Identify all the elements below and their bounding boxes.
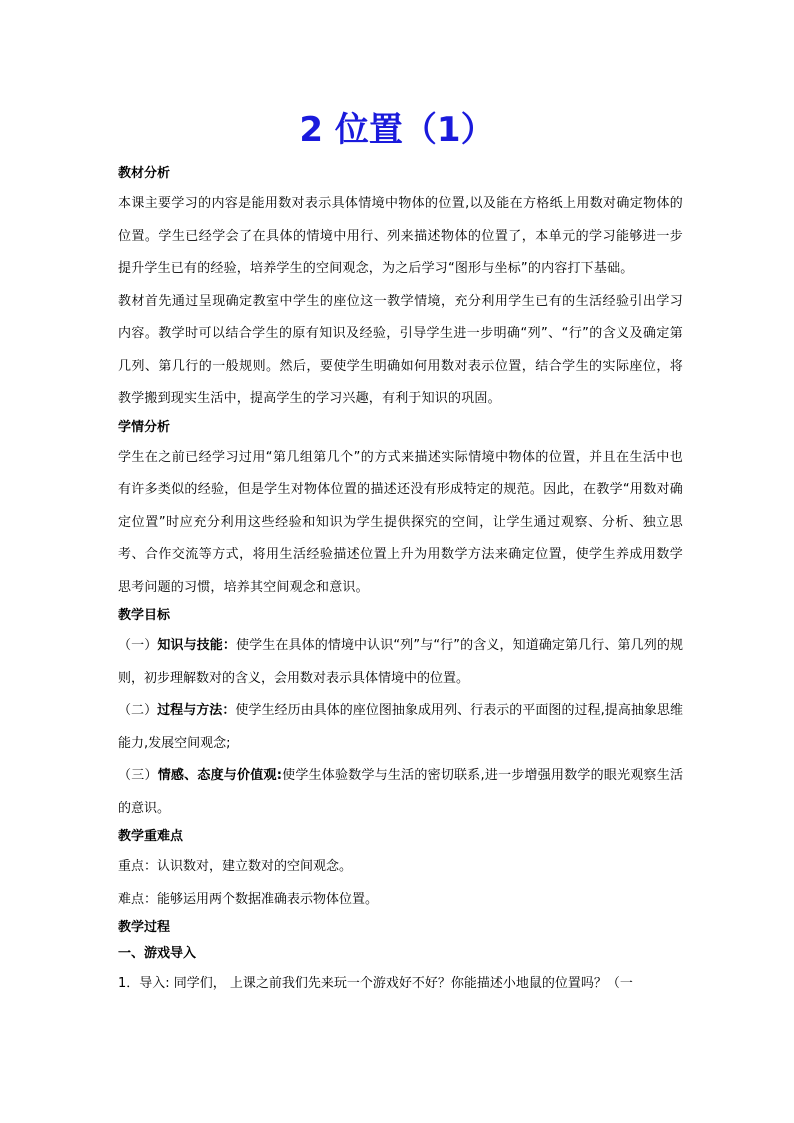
objective-label: 情感、态度与价值观: [157,768,282,783]
objective-prefix: （一） [118,638,158,653]
objective-item [118,760,683,825]
section-key-points [118,825,683,916]
section-heading: 教学重难点 [118,829,184,844]
section-learner-analysis [118,416,683,605]
section-objectives [118,604,683,825]
section-heading: 教材分析 [118,166,171,181]
objective-text: 使学生在具体的情境中认识“列”与“行”的含义，知道确定第几行、第几列的规则，初步理解数对的含义，会用数对表示具体情境中的位置。 [118,638,683,686]
objective-item [118,695,683,760]
paragraph: 教材首先通过呈现确定教室中学生的座位这一教学情境，充分利用学生已有的生活经验引出学习内容。教学时可以结合学生的原有知识及经验，引导学生进一步明确“列”、“行”的含义及确定第几列、第几行的一般规则。然后，要使学生明确如何用数对表示位置，结合学生的实际座位，将教学搬到现实生活中，提高学生的学习兴趣，有利于知识的巩固。 [118,293,683,406]
objective-item [118,630,683,695]
objective-label: 过程与方法： [157,703,236,718]
section-heading: 教学过程 [118,920,171,935]
section-heading: 教学目标 [118,608,171,623]
section-textbook-analysis [118,162,683,416]
objective-text: 使学生经历由具体的座位图抽象成用列、行表示的平面图的过程,提高抽象思维能力,发展空间观念; [118,703,683,751]
difficulty-line: 难点：能够运用两个数据准确表示物体位置。 [118,891,379,907]
paragraph: 本课主要学习的内容是能用数对表示具体情境中物体的位置,以及能在方格纸上用数对确定物体的位置。学生已经学会了在具体的情境中用行、列来描述物体的位置了，本单元的学习能够进一步提升学生已有的经验，培养学生的空间观念，为之后学习“图形与坐标”的内容打下基础。 [118,196,683,276]
objective-prefix: （二） [118,703,158,718]
subsection-heading: 一、游戏导入 [118,946,197,961]
section-process [118,916,683,1001]
objective-label: 知识与技能： [157,638,237,653]
key-point-line: 重点：认识数对，建立数对的空间观念。 [118,859,353,874]
objective-prefix: （三） [118,768,158,783]
section-heading: 学情分析 [118,419,171,435]
document-body [118,162,683,1001]
paragraph: 学生在之前已经学习过用“第几组第几个”的方式来描述实际情境中物体的位置，并且在生活中也有许多类似的经验，但是学生对物体位置的描述还没有形成特定的规范。因此，在教学“用数对确定位置”时应充分利用这些经验和知识为学生提供探究的空间，让学生通过观察、分析、独立思考、合作交流等方式，将用生活经验描述位置上升为用数学方法来确定位置，使学生养成用数学思考问题的习惯，培养其空间观念和意识。 [118,449,683,595]
document-title: 2 位置（1） [299,110,495,150]
process-line: 1．导入: 同学们， 上课之前我们先来玩一个游戏好不好？你能描述小地鼠的位置吗？（一 [118,976,633,991]
objective-text: 使学生体验数学与生活的密切联系,进一步增强用数学的眼光观察生活的意识。 [118,768,683,816]
